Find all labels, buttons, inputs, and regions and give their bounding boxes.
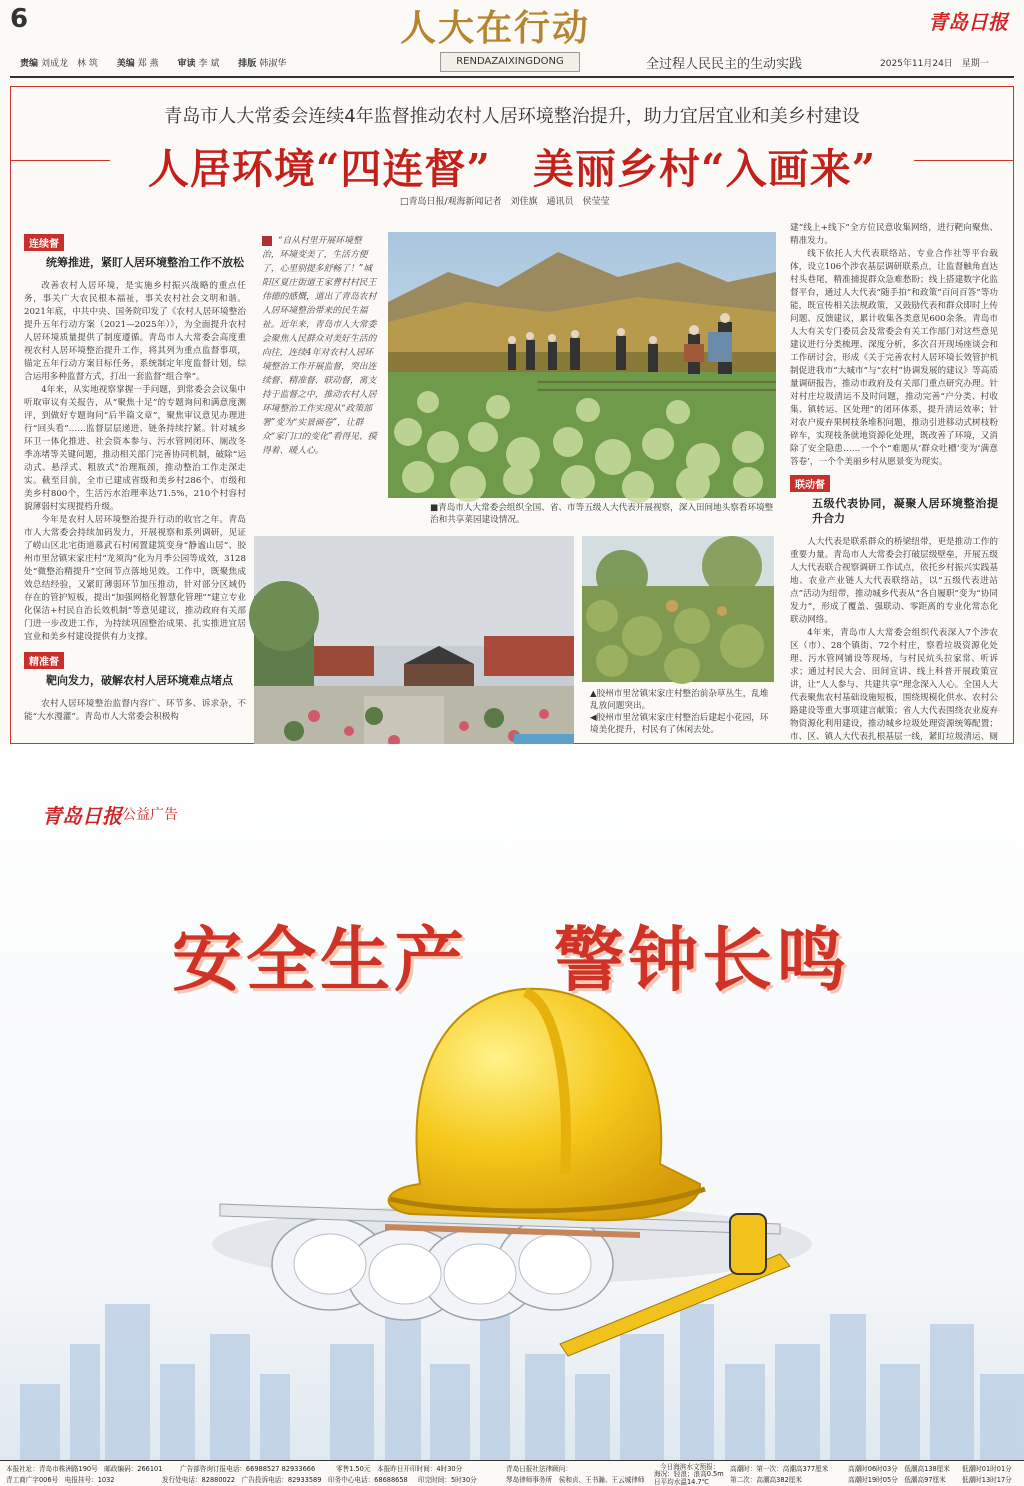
ad-slogan-left: 安全生产	[172, 918, 468, 1001]
paragraph: 改善农村人居环境，是实施乡村振兴战略的重点任务，事关广大农民根本福祉，事关农村社会文明和谐。2021年底，中共中央、国务院印发了《农村人居环境整治提升五年行动方案（2021—2025年）》，为全面提升农村人居环境质量提供了制度遵循。青岛市人大常委会高度重视农村人居环境整治提升工作，将其列为重点监督事项，锚定五年行动方案目标任务，系统制定年度监督计划，综合运用多种监督方式，打出一套监督“组合拳”。	[24, 281, 246, 382]
paragraph: 建“线上+线下”全方位民意收集网络，进行靶向聚焦、精准发力。	[790, 223, 998, 246]
footer-legal: 青岛日报社法律顾问：	[506, 1465, 572, 1473]
public-service-ad	[0, 744, 1024, 1460]
paragraph: 今年是农村人居环境整治提升行动的收官之年。青岛市人大常委会持续加码发力，开展视察和系列调研，见证了崂山区北宅街道慕武石村闲置建筑变身“静谧山居”、胶州市里岔镇宋家庄村“龙须沟”化为月季公园等成效，3128处“微整治精提升”空间节点落地见效。工作中，既聚焦成效总结经验，又紧盯薄弱环节加压推动，针对部分区域仍存在的管护短板，提出“加强网格化智慧化管理”“建立专业化保洁+村民自治长效机制”等意见建议，推动政府有关部门进一步改进工作，为持续巩固整治成果、扎实推进宜居宜业和美乡村建设提供有力支撑。	[24, 515, 246, 642]
quote-marker-icon	[262, 236, 272, 246]
article-column-right	[790, 222, 998, 742]
ad-background	[0, 744, 1024, 1460]
article-byline: □青岛日报/观海新闻记者 刘佳旗 通讯员 侯莹莹	[400, 197, 610, 207]
credit: 排版 韩淑华	[238, 59, 287, 69]
footer-tide-2: 高潮时06时03分 低潮高138厘米	[848, 1465, 950, 1473]
ad-slogan-right: 警钟长鸣	[554, 918, 850, 1001]
page-number: 6	[10, 4, 29, 34]
footer-print-time: 印完时间：5时30分	[418, 1476, 477, 1484]
article-column-1	[24, 234, 246, 734]
paragraph: 4年来，青岛市人大常委会组织代表深入7个涉农区（市）、28个镇街、72个村庄，察看垃圾资源化处理、污水管网铺设等现场，与村民炕头拉家常、听诉求；通过村民大会、田间宣讲、线上科普开展政策宣讲，让“人人参与、共建共享”理念深入人心。全国人大代表聚焦农村基础设施短板，围绕规模化供水、农村公路建设等重大事项建言献策；省人大代表围绕农业废弃物资源化利用建设，推动城乡垃圾处理资源统筹配置；市、区、镇人大代表扎根基层一线，紧盯垃圾清运、厕	[790, 628, 998, 742]
article-headline: 人居环境“四连督” 美丽乡村“入画来”	[147, 145, 877, 193]
credit: 责编 刘成龙 林 筑	[20, 59, 98, 69]
section-title: 人大在行动	[400, 7, 591, 49]
paragraph: 4年来，从实地视察掌握一手问题，到常委会会议集中听取审议有关报告，从“聚焦十足”的专题询问和满意度测评，到做好专题询问“后半篇文章”，聚焦审议意见办理进行“回头看”……监督层层递进、链条持续拧紧。针对城乡环卫一体化推进、社会资本参与、污水管网闭环、厕改冬季冻堵等关键问题，推动相关部门完善协同机制，破除“运动式、悬浮式、粗放式”治理瓶颈，推动整治工作走深走实。截至目前，全市已建成省级和美乡村286个、市级和美乡村800个，生活污水治理率达71.5%，210个村容村貌薄弱村实现提档升级。	[24, 385, 246, 512]
pull-quote: “自从村里开展环境整治，环境变美了，生活方便了，心里别提多舒畅了！”城阳区夏庄街道王家曹村村民王伟德的感慨，道出了青岛农村人居环境整治带来的民生福祉。近年来，青岛市人大常委会聚焦人民群众对美好生活的向往，连续4年对农村人居环境整治工作开展监督，突出连续督、精准督、联动督，寓支持于监督之中，推动农村人居环境整治工作实现从“政策部署”变为“实景画卷”，让群众“家门口的变化”看得见、摸得着、暖人心。	[262, 236, 377, 456]
footer-wave: 海况：轻浪；浪高0.5m	[654, 1470, 724, 1478]
footer-lawyers: 琴岛律师事务所 侯和贞、王书瀚、王云城律师	[506, 1476, 645, 1484]
footer-tide-6: 低潮时13时17分	[962, 1476, 1012, 1484]
section-slogan: 全过程人民民主的生动实践	[646, 57, 803, 72]
caption-main-photo: ■青岛市人大常委会组织全国、省、市等五级人大代表开展视察，深入田间地头察看环境整治和共享菜园建设情况。	[430, 503, 774, 525]
section-heading: 靶向发力，破解农村人居环境难点堵点	[46, 674, 233, 687]
footer-tide-4: 第二次：高潮高382厘米	[730, 1476, 802, 1484]
footer-phones: 发行处电话：82880022 广告投诉电话：82933589 印务中心电话：68688658	[162, 1476, 408, 1484]
footer-hydrology: 今日海滨水文预报：	[660, 1463, 720, 1471]
footer-tide-1: 高潮时：第一次：高潮高377厘米	[730, 1465, 829, 1473]
ad-newspaper-logo: 青岛日报	[42, 804, 122, 828]
paragraph: 线下依托人大代表联络站、专业合作社等平台载体，设立106个涉农基层调研联系点，让监督触角直达村头巷尾，精准捕捉群众急难愁盼；线上搭建数字化监督平台，通过人大代表“随手拍”和政策“百问百答”等功能，既宣传相关法规政策，又鼓励代表和群众即时上传问题、反馈建议，累计收集各类意见600余条。青岛市人大有关专门委员会及常委会有关工作部门对这些意见建议进行分类梳理、深度分析，多次召开现场座谈会和工作研讨会，形成《关于完善农村人居环境长效管护机制促进我市“大城市”与“农村”协调发展的建议》等高质量调研报告，推动市政府及有关部门重点研究办理。针对村庄垃圾清运不及时问题，推动完善“户分类、村收集、镇转运、区处理”的闭环体系，提升清运效率；针对农户废弃果树枝条堆积问题，推动引进移动式树枝粉碎车，实现枝条就地资源化处理，既改善了环境，又消除了安全隐患……一个个“难题从‘群众吐槽’变为‘满意答卷’，一个个美丽乡村从愿景变为现实。	[790, 249, 998, 467]
photo-field-inspection	[388, 232, 776, 498]
section-tag-linked: 联动督	[790, 475, 830, 492]
credit: 审读 李 斌	[177, 59, 220, 69]
footer-tide-5: 高潮时19时05分 低潮高97厘米	[848, 1476, 946, 1484]
masthead-rule	[10, 76, 1014, 78]
section-heading: 统筹推进，紧盯人居环境整治工作不放松	[46, 256, 244, 269]
ad-label: 公益广告	[122, 807, 178, 823]
page-footer	[0, 1460, 1024, 1485]
footer-license: 青工商广字006号 电报挂号：1032	[6, 1476, 115, 1484]
newspaper-logo: 青岛日报	[928, 10, 1008, 34]
section-tag-continuous: 连续督	[24, 234, 64, 251]
paragraph: 农村人居环境整治监督内容广、环节多、诉求杂，不能“大水漫灌”。青岛市人大常委会积极构	[24, 699, 246, 722]
footer-water-temp: 日平均水温14.7℃	[654, 1478, 710, 1486]
editorial-credits	[20, 56, 302, 69]
section-tag-precise: 精准督	[24, 652, 64, 669]
photo-before-renovation	[582, 536, 774, 682]
caption-after-photo: ◀胶州市里岔镇宋家庄村整治后建起小花园，环境美化提升，村民有了休闲去处。	[590, 713, 769, 735]
section-heading: 五级代表协同，凝聚人居环境整治提升合力	[812, 497, 998, 525]
photo-village-garden	[254, 536, 574, 750]
footer-tide-3: 低潮时01时01分	[962, 1465, 1012, 1473]
footer-address: 本报社址：青岛市株洲路190号 邮政编码：266101	[6, 1465, 163, 1473]
issue-date: 2025年11月24日 星期一	[880, 59, 989, 69]
footer-price: 零售1.50元 本报昨日开印时间：4时30分	[336, 1465, 463, 1473]
paragraph: 人大代表是联系群众的桥梁纽带，更是推动工作的重要力量。青岛市人大常委会打破层级壁垒，开展五级人大代表联合视察调研工作试点，依托乡村振兴实践基地、农业产业链人大代表联络站，以“五级代表进站点”活动为纽带，推动城乡代表从“各自履职”变为“协同发力”，形成了覆盖、强联动、零距离的专业化常态化联动网络。	[790, 537, 998, 625]
footer-ad-phone: 广告部咨询订报电话：66988527 82933666	[180, 1465, 316, 1473]
caption-before-photo: ▲胶州市里岔镇宋家庄村整治前杂草丛生，乱堆乱放问题突出。	[590, 689, 769, 711]
article-subhead: 青岛市人大常委会连续4年监督推动农村人居环境整治提升，助力宜居宜业和美乡村建设	[164, 106, 860, 127]
credit: 美编 郑 燕	[116, 59, 159, 69]
section-pinyin: RENDAZAIXINGDONG	[440, 52, 580, 72]
